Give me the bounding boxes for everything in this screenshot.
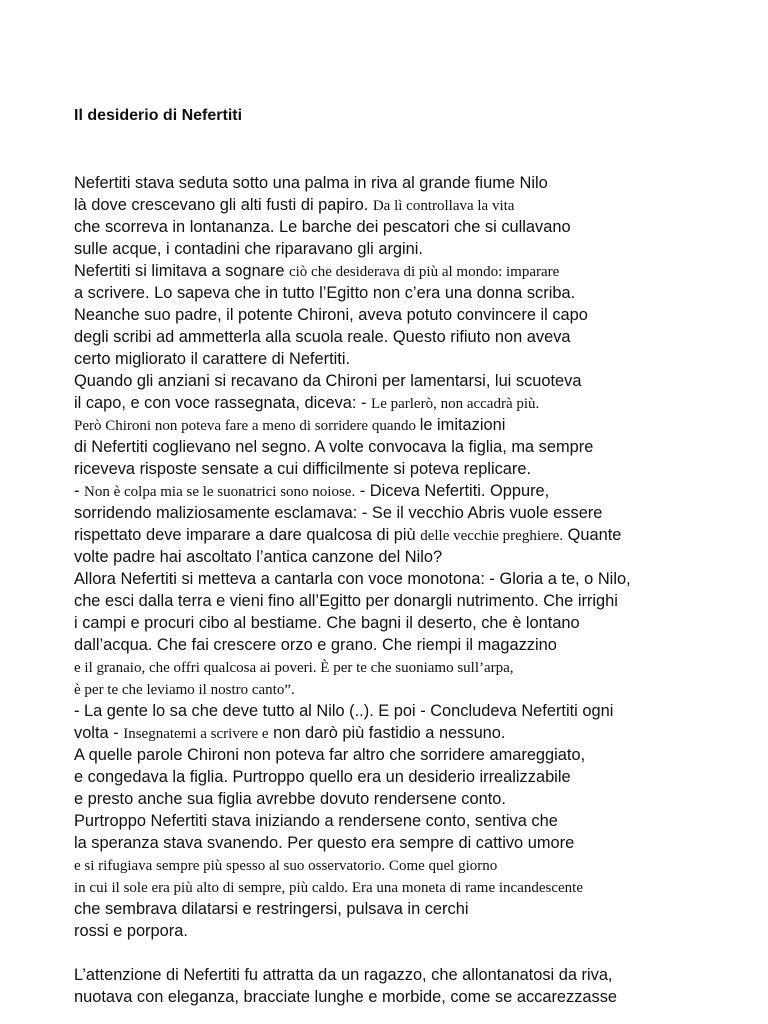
text-line: [74, 986, 714, 1008]
text-line: [74, 546, 714, 568]
text-line: [74, 700, 714, 722]
text-segment: e congedava la figlia. Purtroppo quello era un desiderio irrealizzabile: [74, 768, 571, 786]
text-line: [74, 414, 714, 436]
text-segment: Quando gli anziani si recavano da Chironi per lamentarsi, lui scuoteva: [74, 372, 582, 390]
text-segment: è per te che leviamo il nostro canto”.: [74, 682, 295, 698]
text-line: [74, 304, 714, 326]
text-line: [74, 590, 714, 612]
text-segment: a scrivere. Lo sapeva che in tutto l’Egitto non c’era una donna scriba.: [74, 284, 576, 302]
text-line: [74, 392, 714, 414]
text-segment: -: [74, 482, 85, 500]
text-segment: la speranza stava svanendo. Per questo era sempre di cattivo umore: [74, 834, 575, 852]
text-line: [74, 634, 714, 656]
text-line: [74, 238, 714, 260]
text-line: [74, 260, 714, 282]
text-segment: il capo, e con voce rassegnata, diceva: -: [74, 394, 372, 412]
text-segment: e il granaio, che offri qualcosa ai poveri. È per te che suoniamo sull’arpa,: [74, 660, 514, 676]
text-segment: che sembrava dilatarsi e restringersi, pulsava in cerchi: [74, 900, 469, 918]
text-segment: e si rifugiava sempre più spesso al suo osservatorio. Come quel giorno: [74, 858, 498, 874]
text-segment: certo migliorato il carattere di Nefertiti.: [74, 350, 351, 368]
text-line: [74, 282, 714, 304]
text-segment: non darò più fastidio a nessuno.: [268, 724, 506, 742]
text-line: [74, 964, 714, 986]
text-segment: sulle acque, i contadini che riparavano gli argini.: [74, 240, 423, 258]
text-line: [74, 920, 714, 942]
text-segment: rispettato deve imparare a dare qualcosa di più: [74, 526, 421, 544]
text-line: [74, 502, 714, 524]
text-segment: nuotava con eleganza, bracciate lunghe e morbide, come se accarezzasse: [74, 988, 618, 1006]
text-segment: Non è colpa mia se le suonatrici sono noiose.: [84, 484, 356, 500]
text-line: [74, 722, 714, 744]
text-segment: volte padre hai ascoltato l’antica canzone del Nilo?: [74, 548, 443, 566]
text-line: [74, 876, 714, 898]
text-line: [74, 656, 714, 678]
text-segment: - La gente lo sa che deve tutto al Nilo (..). E poi - Concludeva Nefertiti ogni: [74, 702, 614, 720]
text-line: [74, 348, 714, 370]
text-line: [74, 436, 714, 458]
text-segment: volta -: [74, 724, 124, 742]
text-line: [74, 744, 714, 766]
text-segment: Quante: [563, 526, 622, 544]
text-segment: rossi e porpora.: [74, 922, 188, 940]
text-line: [74, 172, 714, 194]
text-segment: - Diceva Nefertiti. Oppure,: [355, 482, 550, 500]
text-segment: là dove crescevano gli alti fusti di papiro.: [74, 196, 373, 214]
text-segment: Purtroppo Nefertiti stava iniziando a rendersene conto, sentiva che: [74, 812, 558, 830]
text-line: [74, 194, 714, 216]
text-segment: Da lì controllava la vita: [372, 198, 515, 214]
text-segment: ciò che desiderava di più al mondo: imparare: [288, 264, 560, 280]
text-line: [74, 766, 714, 788]
text-segment: riceveva risposte sensate a cui difficilmente si poteva replicare.: [74, 460, 532, 478]
text-line: [74, 810, 714, 832]
text-line: [74, 832, 714, 854]
text-line: [74, 524, 714, 546]
text-segment: i campi e procuri cibo al bestiame. Che bagni il deserto, che è lontano: [74, 614, 580, 632]
text-segment: dall’acqua. Che fai crescere orzo e grano. Che riempi il magazzino: [74, 636, 557, 654]
text-segment: di Nefertiti coglievano nel segno. A volte convocava la figlia, ma sempre: [74, 438, 594, 456]
text-segment: che esci dalla terra e vieni fino all’Egitto per donargli nutrimento. Che irrighi: [74, 592, 618, 610]
text-segment: Nefertiti si limitava a sognare: [74, 262, 289, 280]
text-segment: delle vecchie preghiere.: [420, 528, 564, 544]
text-line: [74, 854, 714, 876]
text-segment: degli scribi ad ammetterla alla scuola reale. Questo rifiuto non aveva: [74, 328, 571, 346]
text-line: [74, 326, 714, 348]
text-segment: in cui il sole era più alto di sempre, più caldo. Era una moneta di rame incandescente: [74, 880, 583, 896]
text-line: [74, 788, 714, 810]
text-segment: le imitazioni: [419, 416, 506, 434]
document-body: [74, 172, 714, 1008]
text-segment: Insegnatemi a scrivere e: [123, 726, 269, 742]
text-segment: L’attenzione di Nefertiti fu attratta da un ragazzo, che allontanatosi da riva,: [74, 966, 613, 984]
text-segment: A quelle parole Chironi non poteva far altro che sorridere amareggiato,: [74, 746, 586, 764]
text-line: [74, 612, 714, 634]
text-segment: Però Chironi non poteva fare a meno di sorridere quando: [74, 418, 420, 434]
text-line: [74, 216, 714, 238]
document-title: Il desiderio di Nefertiti: [74, 107, 243, 124]
text-segment: Le parlerò, non accadrà più.: [371, 396, 540, 412]
text-segment: Allora Nefertiti si metteva a cantarla con voce monotona: - Gloria a te, o Nilo,: [74, 570, 631, 588]
text-segment: Neanche suo padre, il potente Chironi, aveva potuto convincere il capo: [74, 306, 588, 324]
text-segment: che scorreva in lontananza. Le barche dei pescatori che si cullavano: [74, 218, 571, 236]
text-segment: e presto anche sua figlia avrebbe dovuto rendersene conto.: [74, 790, 506, 808]
text-line: [74, 458, 714, 480]
text-line: [74, 370, 714, 392]
paragraph-break: [74, 942, 714, 964]
text-line: [74, 568, 714, 590]
text-segment: Nefertiti stava seduta sotto una palma in riva al grande fiume Nilo: [74, 174, 548, 192]
text-segment: sorridendo maliziosamente esclamava: - Se il vecchio Abris vuole essere: [74, 504, 603, 522]
text-line: [74, 898, 714, 920]
text-line: [74, 678, 714, 700]
text-line: [74, 480, 714, 502]
